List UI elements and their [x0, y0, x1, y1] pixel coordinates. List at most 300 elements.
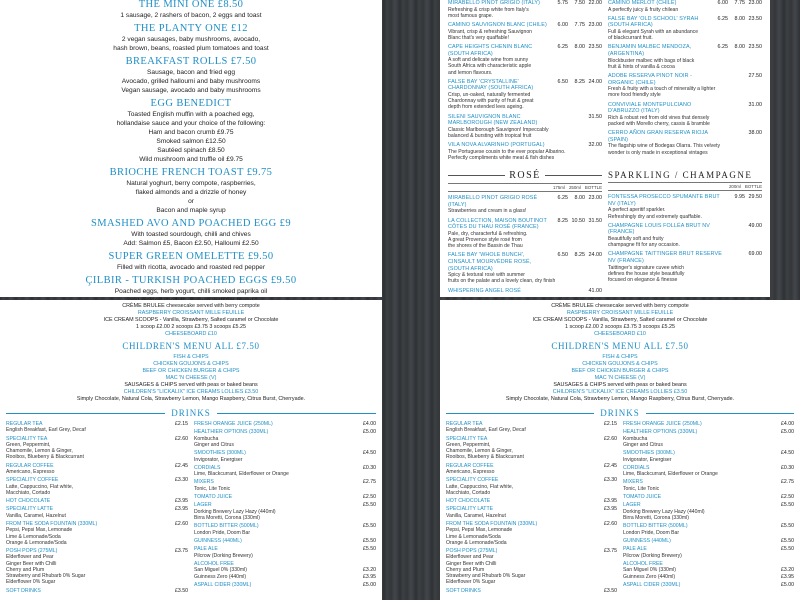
drink-item	[194, 561, 376, 580]
drink-price: £2.50	[363, 494, 376, 501]
drink-description: Green, Peppermint,	[446, 442, 491, 449]
kids-menu-line: MAC 'N CHEESE (V)	[165, 375, 217, 381]
drink-description: Ginger Beer with Chilli	[6, 560, 57, 567]
dessert-line: 1 scoop £2.00 2 scoops £3.75 3 scoops £5.25	[565, 324, 675, 330]
wine-description: Spicy & textural rosé with summer	[448, 272, 525, 279]
drink-item	[623, 546, 794, 559]
drink-description: Vanilla, Caramel, Hazelnut	[6, 512, 66, 519]
drink-description-row	[446, 540, 617, 546]
wine-price: 38.00	[748, 130, 762, 137]
drink-item	[446, 421, 617, 434]
drink-item	[623, 494, 794, 500]
drink-price: £5.50	[781, 546, 794, 553]
wine-description: fruit & hints of vanilla & cocoa	[608, 63, 675, 70]
drink-name: REGULAR TEA	[446, 421, 483, 427]
wine-description: defines the house style beautifully	[608, 270, 685, 277]
drink-name: PALE ALE	[194, 546, 218, 553]
drink-item	[446, 498, 617, 504]
wine-item	[608, 73, 762, 99]
drinks-list-right	[194, 421, 376, 596]
drink-item	[623, 502, 794, 521]
desserts-section	[0, 300, 382, 403]
drink-row	[623, 494, 794, 500]
menu-item-description: Vegan sausage, avocado and baby mushrooms	[121, 87, 261, 94]
drink-item	[6, 588, 188, 594]
wine-price	[551, 142, 568, 149]
drink-description-row	[446, 579, 617, 585]
drink-item	[623, 465, 794, 478]
drink-price: £2.60	[175, 435, 188, 442]
wine-description: of blackcurrant fruit.	[608, 35, 653, 42]
drink-description-row	[6, 454, 188, 460]
drink-description: Pilcrow (Dorking Brewery)	[623, 552, 682, 559]
wine-price	[728, 130, 745, 143]
drink-price: £5.00	[363, 582, 376, 589]
kids-menu-line: SAUSAGES & CHIPS served with peas or baked beans	[124, 382, 258, 388]
drink-price: £3.95	[175, 498, 188, 505]
drink-description: Latte, Cappuccino, Flat white,	[6, 483, 74, 490]
wine-price: 5.75	[557, 0, 568, 6]
drink-description-row	[194, 553, 376, 559]
wine-name: WHISPERING ANGEL ROSÉ	[448, 287, 521, 294]
drink-item	[446, 463, 617, 476]
wine-name: MIRABELLO PINOT GRIGIO ROSÉ (ITALY)	[448, 195, 538, 208]
drink-name: MIXERS	[623, 479, 643, 486]
drink-description: Cherry and Plum	[6, 566, 45, 573]
wine-description: Classic Marlborough Sauvignon! Impeccably	[448, 126, 549, 133]
kids-menu-line: CHILDREN'S "LICKALIX" ICE CREAMS LOLLIES £3.50	[123, 389, 259, 395]
wine-item	[448, 114, 602, 140]
wine-description: The Portuguese cousin to the ever popular Albarino.	[448, 148, 566, 155]
drink-item	[194, 502, 376, 521]
wine-price: 8.25	[557, 217, 568, 224]
drink-description: Guinness Zero (440ml)	[194, 573, 247, 580]
wine-price: 9.95	[734, 194, 745, 201]
drink-description-row	[446, 513, 617, 519]
drink-name: CORDIALS	[623, 464, 650, 471]
wine-menu-card	[440, 0, 770, 297]
drink-item	[194, 429, 376, 448]
drink-description: Chamomile, Lemon & Ginger,	[446, 448, 513, 455]
wine-columns	[448, 0, 764, 164]
drink-row	[623, 582, 794, 588]
drink-name: SPECIALITY TEA	[446, 435, 488, 442]
drink-name: HOT CHOCOLATE	[6, 498, 51, 505]
wine-row	[448, 218, 602, 231]
drink-price: £3.50	[604, 587, 617, 594]
drink-description-row	[194, 574, 376, 580]
wine-price: 23.00	[588, 22, 602, 28]
menu-item-description: With toasted sourdough, chilli and chives	[131, 231, 251, 238]
drinks-heading: DRINKS	[6, 408, 376, 418]
drink-name: POSH POPS (275ML)	[446, 548, 498, 555]
drink-description: Rooibos, Blueberry & Blackcurrant	[446, 454, 524, 461]
drink-price: £2.60	[604, 435, 617, 442]
drink-item	[6, 463, 188, 476]
drink-name: LAGER	[194, 502, 212, 509]
drink-item	[623, 582, 794, 588]
drink-description: Dorking Brewery Lazy Hazy (440ml)	[194, 508, 276, 515]
kids-menu-title: CHILDREN'S MENU ALL £7.50	[551, 341, 689, 351]
wine-name: CAMINO SAUVIGNON BLANC (CHILE)	[448, 22, 547, 28]
kids-menu-line: BEEF OR CHICKEN BURGER & CHIPS	[571, 368, 669, 374]
drink-description: Lime & Lemonade/Soda	[6, 533, 61, 540]
drink-description: Elderflower 0% Sugar	[446, 579, 496, 586]
drink-item	[446, 506, 617, 519]
wine-name: CHAMPAGNE LOUIS FOLLÉA BRUT NV (FRANCE)	[608, 222, 710, 236]
dessert-line: ICE CREAM SCOOPS - Vanilla, Strawberry, Salted caramel or Chocolate	[103, 317, 279, 323]
drink-price: £0.30	[781, 464, 794, 471]
drink-name: PALE ALE	[623, 546, 647, 553]
drink-price: £2.75	[781, 479, 794, 486]
menu-item-description: Filled with ricotta, avocado and roasted red pepper	[116, 264, 266, 271]
wine-row	[608, 223, 762, 236]
drink-price: £5.50	[363, 502, 376, 509]
kids-menu-line: FISH & CHIPS	[602, 354, 638, 360]
wine-price: 24.00	[588, 78, 602, 85]
drink-item	[194, 538, 376, 544]
drink-description: Macchiato, Cortado	[6, 489, 51, 496]
wine-price: 23.50	[748, 44, 762, 51]
drink-description: Birra Moretti, Corona (330ml)	[623, 515, 689, 522]
wine-price: 29.50	[748, 194, 762, 201]
menu-item-description: or	[188, 198, 194, 205]
drink-price: £3.20	[781, 567, 794, 574]
drink-price: £2.75	[363, 479, 376, 486]
drink-price: £5.50	[363, 523, 376, 530]
wine-price: 8.00	[574, 195, 585, 202]
drink-name: TOMATO JUICE	[623, 494, 662, 501]
menu-item-title: EGG BENEDICT	[150, 98, 232, 109]
drink-name: SPECIALITY LATTE	[6, 506, 54, 513]
rose-heading: ROSÉ	[509, 170, 541, 182]
drink-name: BOTTLED BITTER (500ML)	[623, 523, 688, 530]
drink-item	[623, 429, 794, 448]
drink-item	[194, 465, 376, 478]
kids-menu-line: SAUSAGES & CHIPS served with peas or baked beans	[553, 382, 687, 388]
desserts-section	[440, 300, 800, 403]
dessert-line: CRÈME BRULEE cheesecake served with berry compote	[551, 303, 689, 309]
wine-price	[728, 223, 745, 236]
drink-description: Strawberry and Rhubarb 0% Sugar	[446, 573, 526, 580]
drink-item	[194, 582, 376, 588]
wine-description: Strawberries and cream in a glass!	[448, 208, 527, 215]
drink-description: Lime, Blackcurrant, Elderflower or Orange	[623, 471, 718, 478]
drink-name: HEALTHIER OPTIONS (330ML)	[623, 429, 698, 436]
drink-item	[446, 588, 617, 594]
wine-price: 41.00	[588, 287, 602, 294]
menu-item-title: SMASHED AVO AND POACHED EGG £9	[91, 218, 291, 229]
drink-price: £3.75	[175, 548, 188, 555]
drink-description: Dorking Brewery Lazy Hazy (440ml)	[623, 508, 705, 515]
wine-description: Fresh & fruity with a touch of minerality a lighter	[608, 86, 716, 93]
wine-item	[608, 44, 762, 70]
wine-description: South Africa with characteristic apple	[448, 63, 532, 70]
wine-description: Pale, dry, characterful & refreshing.	[448, 230, 528, 237]
wine-description: Blockbuster malbec with bags of black	[608, 57, 695, 64]
drink-item	[623, 538, 794, 544]
wine-description: Beautifully soft and fruity	[608, 235, 664, 242]
drink-price: £5.50	[781, 523, 794, 530]
drink-price: £5.00	[363, 429, 376, 436]
breakfast-list	[0, 0, 382, 305]
wine-description: wonder is only made in exceptional vintages	[608, 149, 708, 156]
drink-name: ASPALL CIDER (330ML)	[623, 582, 681, 589]
drink-description: San Miguel 0% (330ml)	[194, 567, 247, 574]
drink-description-row	[446, 469, 617, 475]
wine-item	[448, 142, 602, 161]
drink-row	[194, 582, 376, 588]
drink-name: ASPALL CIDER (330ML)	[194, 582, 252, 589]
drink-description-row	[6, 513, 188, 519]
wine-description: most famous grape.	[448, 12, 494, 19]
menu-item-title: SUPER GREEN OMELETTE £9.50	[108, 251, 274, 262]
drink-price: £4.50	[363, 450, 376, 457]
wine-description: A soft and delicate wine from sunny	[448, 57, 529, 64]
drink-description-row	[446, 490, 617, 496]
wine-description: Refreshingly dry and extremely quaffable.	[608, 213, 702, 220]
wine-price: 31.50	[588, 217, 602, 224]
menu-item-description: Poached eggs, herb yogurt, chilli smoked paprika oil	[114, 288, 268, 295]
drink-price: £5.50	[781, 502, 794, 509]
drink-description: Invigorator, Energiser	[623, 456, 672, 463]
drink-name: REGULAR TEA	[6, 421, 43, 427]
wine-price: 6.50	[557, 78, 568, 85]
wine-description: the shores of the Bassin de Thau	[448, 243, 523, 250]
drink-row	[6, 498, 188, 504]
drink-description-row	[6, 540, 188, 546]
drink-name: HOT CHOCOLATE	[446, 498, 491, 505]
wine-row	[448, 79, 602, 92]
drink-name: TOMATO JUICE	[194, 494, 233, 501]
wine-description: A perfect aperitif sparkler.	[608, 207, 666, 214]
rose-list	[448, 195, 602, 294]
drink-description: Orange & Lemonade/Soda	[446, 539, 507, 546]
wine-price: 24.00	[588, 252, 602, 259]
wine-price	[728, 251, 745, 264]
menu-item-description: Bacon and maple syrup	[156, 207, 226, 214]
wine-item	[448, 0, 602, 19]
drink-item	[446, 436, 617, 461]
wine-name: CAPE HEIGHTS CHENIN BLANC (SOUTH AFRICA)	[448, 44, 533, 57]
wine-description: Blanc that's very quaffable!	[448, 34, 509, 41]
drink-description: London Pride, Doom Bar	[623, 529, 680, 536]
dessert-line: 1 scoop £2.00 2 scoops £3.75 3 scoops £5.25	[136, 324, 246, 330]
wine-price	[728, 73, 745, 86]
wine-price: 6.25	[717, 44, 728, 51]
drink-price: £3.50	[175, 587, 188, 594]
wine-price	[568, 114, 585, 127]
wine-price: 27.50	[748, 72, 762, 79]
drink-description: Rooibos, Blueberry & Blackcurrant	[6, 454, 84, 461]
wine-row	[448, 288, 602, 295]
drink-description-row	[6, 427, 188, 433]
drink-name: GUINNESS (440ML)	[194, 537, 242, 544]
wine-description: Perfectly compliments white meat & fish dishes	[448, 154, 555, 161]
wine-name: CAMINO MERLOT (CHILE)	[608, 0, 677, 6]
drink-price: £3.95	[604, 498, 617, 505]
menu-item-title: ÇILBIR - TURKISH POACHED EGGS £9.50	[85, 275, 297, 286]
drink-name: SPECIALITY COFFEE	[6, 477, 59, 484]
drink-item	[623, 450, 794, 463]
drink-description: Ginger and Citrus	[623, 442, 663, 449]
wine-price: 8.00	[574, 44, 585, 50]
sparkling-heading: SPARKLING / CHAMPAGNE	[608, 170, 753, 181]
menu-item-description: hollandaise sauce and your choice of the following:	[116, 120, 266, 127]
wine-row	[608, 44, 762, 57]
kids-lines	[440, 354, 800, 403]
drink-price: £3.95	[175, 506, 188, 513]
drink-row	[194, 538, 376, 544]
kids-menu-line: BEEF OR CHICKEN BURGER & CHIPS	[142, 368, 240, 374]
drink-description: Guinness Zero (440ml)	[623, 573, 676, 580]
kids-lines	[0, 354, 382, 403]
drink-price: £5.50	[363, 537, 376, 544]
wine-row	[448, 114, 602, 127]
drink-price: £3.75	[604, 548, 617, 555]
menu-item-title: BRIOCHE FRENCH TOAST £9.75	[109, 167, 273, 178]
drink-description: Vanilla, Caramel, Hazelnut	[446, 512, 506, 519]
drink-description-row	[194, 530, 376, 536]
drink-description: Latte, Cappuccino, Flat white,	[446, 483, 514, 490]
wine-name: SILENI SAUVIGNON BLANC MARLBOROUGH (NEW ZEALAND)	[448, 113, 538, 127]
wine-description: focused on elegance & finesse	[608, 276, 678, 283]
sparkling-list	[608, 194, 762, 283]
wine-name: LA COLLECTION, MAISON BOUTINOT CÔTES DU THAU ROSÉ (FRANCE)	[448, 217, 547, 231]
wine-price: 6.50	[557, 252, 568, 259]
drinks-columns	[0, 421, 382, 596]
wine-price: 22.00	[588, 0, 602, 6]
drink-name: FROM THE SODA FOUNTAIN (330ML)	[6, 521, 98, 528]
wine-row	[448, 22, 602, 29]
wine-item	[608, 194, 762, 220]
drink-name: SOFT DRINKS	[446, 587, 481, 594]
wine-name: CONVIVIALE MONTEPULCIANO D'ABRUZZO (ITALY)	[608, 101, 692, 115]
drink-item	[194, 546, 376, 559]
dessert-line: CHEESEBOARD £10	[594, 331, 646, 337]
drink-item	[446, 521, 617, 546]
dessert-line: CRÈME BRULEE cheesecake served with berry compote	[122, 303, 260, 309]
drink-item	[623, 523, 794, 536]
wine-price: 6.25	[557, 44, 568, 50]
drink-item	[446, 477, 617, 496]
drink-name: FRESH ORANGE JUICE (250ML)	[623, 421, 702, 427]
dessert-line: RASPBERRY CROISSANT MILLE FEUILLE	[566, 310, 674, 316]
wine-price	[551, 114, 568, 127]
drink-name: ALCOHOL FREE	[194, 560, 234, 567]
drink-price: £2.15	[604, 421, 617, 427]
wine-name: FALSE BAY 'OLD SCHOOL' SYRAH (SOUTH AFRICA)	[608, 15, 699, 29]
drink-description-row	[623, 530, 794, 536]
wine-price: 6.25	[717, 15, 728, 22]
wine-price: 23.00	[588, 195, 602, 202]
wine-item	[448, 195, 602, 214]
drink-name: GUINNESS (440ML)	[623, 537, 671, 544]
drink-item	[6, 498, 188, 504]
wine-price: 49.00	[748, 222, 762, 229]
drink-item	[194, 421, 376, 427]
rose-column-header: 175ml 250ml BOTTLE	[448, 183, 602, 192]
drink-description-row	[623, 457, 794, 463]
drink-price: £2.60	[175, 521, 188, 528]
drink-name: SPECIALITY COFFEE	[446, 477, 499, 484]
drinks-columns	[440, 421, 800, 596]
drink-description: Elderflower and Pear	[446, 554, 494, 561]
wine-row	[448, 44, 602, 57]
drink-description-row	[623, 486, 794, 492]
wine-price	[568, 288, 585, 295]
red-wine-list	[608, 0, 762, 164]
wine-row	[608, 73, 762, 86]
drink-description: Pilcrow (Dorking Brewery)	[194, 552, 253, 559]
menu-item-title: THE MINI ONE £8.50	[138, 0, 244, 10]
menu-item-description: hash brown, beans, roasted plum tomatoes and toast	[113, 45, 269, 52]
wine-price: 8.00	[734, 44, 745, 51]
wine-description: and lemon flavours.	[448, 69, 493, 76]
wine-row	[608, 102, 762, 115]
drink-price: £2.60	[604, 521, 617, 528]
wine-description: Crisp, un-oaked, naturally fermented	[448, 91, 531, 98]
kids-menu-line: CHILDREN'S "LICKALIX" ICE CREAMS LOLLIES £3.50	[552, 389, 688, 395]
drink-item	[6, 421, 188, 434]
drink-description: Tonic, Lite Tonic	[194, 485, 231, 492]
drinks-list-right	[623, 421, 794, 596]
rose-section	[448, 170, 602, 297]
menu-item-title: BREAKFAST ROLLS £7.50	[125, 56, 257, 67]
drink-description-row	[623, 574, 794, 580]
wine-description: Chardonnay with purity of fruit & great	[448, 98, 534, 105]
drink-description-row	[446, 427, 617, 433]
wine-description: Full & elegant Syrah with an abundance	[608, 28, 699, 35]
drink-description: Cherry and Plum	[446, 566, 485, 573]
wine-name: BENJAMIN MALBEC MENDOZA, (ARGENTINA)	[608, 44, 692, 57]
drink-name: REGULAR COFFEE	[6, 462, 54, 469]
wine-item	[448, 22, 602, 41]
drink-price: £2.50	[781, 494, 794, 501]
wine-row	[608, 194, 762, 207]
wine-item	[608, 16, 762, 42]
drink-price: £5.00	[781, 582, 794, 589]
drink-description: San Miguel 0% (330ml)	[623, 567, 676, 574]
drinks-list-left	[446, 421, 617, 596]
drink-item	[446, 548, 617, 585]
drink-price: £3.95	[604, 506, 617, 513]
wine-price: 7.75	[574, 22, 585, 28]
wine-price: 31.00	[748, 101, 762, 108]
drink-name: POSH POPS (275ML)	[6, 548, 58, 555]
drink-item	[6, 436, 188, 461]
wine-row	[448, 252, 602, 272]
wine-description: A perfectly juicy & fruity chilean	[608, 6, 679, 13]
menu-item-description: Natural yoghurt, berry compote, raspberries,	[126, 180, 256, 187]
drink-description: Pepsi, Pepsi Max, Lemonade	[6, 527, 73, 534]
drink-price: £2.45	[604, 462, 617, 469]
drink-name: SMOOTHIES (300ML)	[623, 450, 675, 457]
dessert-lines	[0, 303, 382, 338]
drink-name: HEALTHIER OPTIONS (330ML)	[194, 429, 269, 436]
drink-price: £2.15	[175, 421, 188, 427]
wine-price: 8.00	[734, 15, 745, 22]
wine-item	[608, 223, 762, 249]
wine-price: 23.00	[748, 0, 762, 6]
wine-item	[448, 79, 602, 111]
drink-price: £3.95	[363, 573, 376, 580]
wine-name: ADOBE RESERVA PINOT NOIR - ORGANIC (CHILE)	[608, 72, 693, 86]
menu-item-description: Avocado, grilled halloumi and baby mushrooms	[121, 78, 261, 85]
wine-item	[608, 0, 762, 13]
wine-name: FALSE BAY 'CRYSTALLINE' CHARDONNAY (SOUTH AFRICA)	[448, 78, 534, 92]
wine-price: 7.75	[734, 0, 745, 6]
